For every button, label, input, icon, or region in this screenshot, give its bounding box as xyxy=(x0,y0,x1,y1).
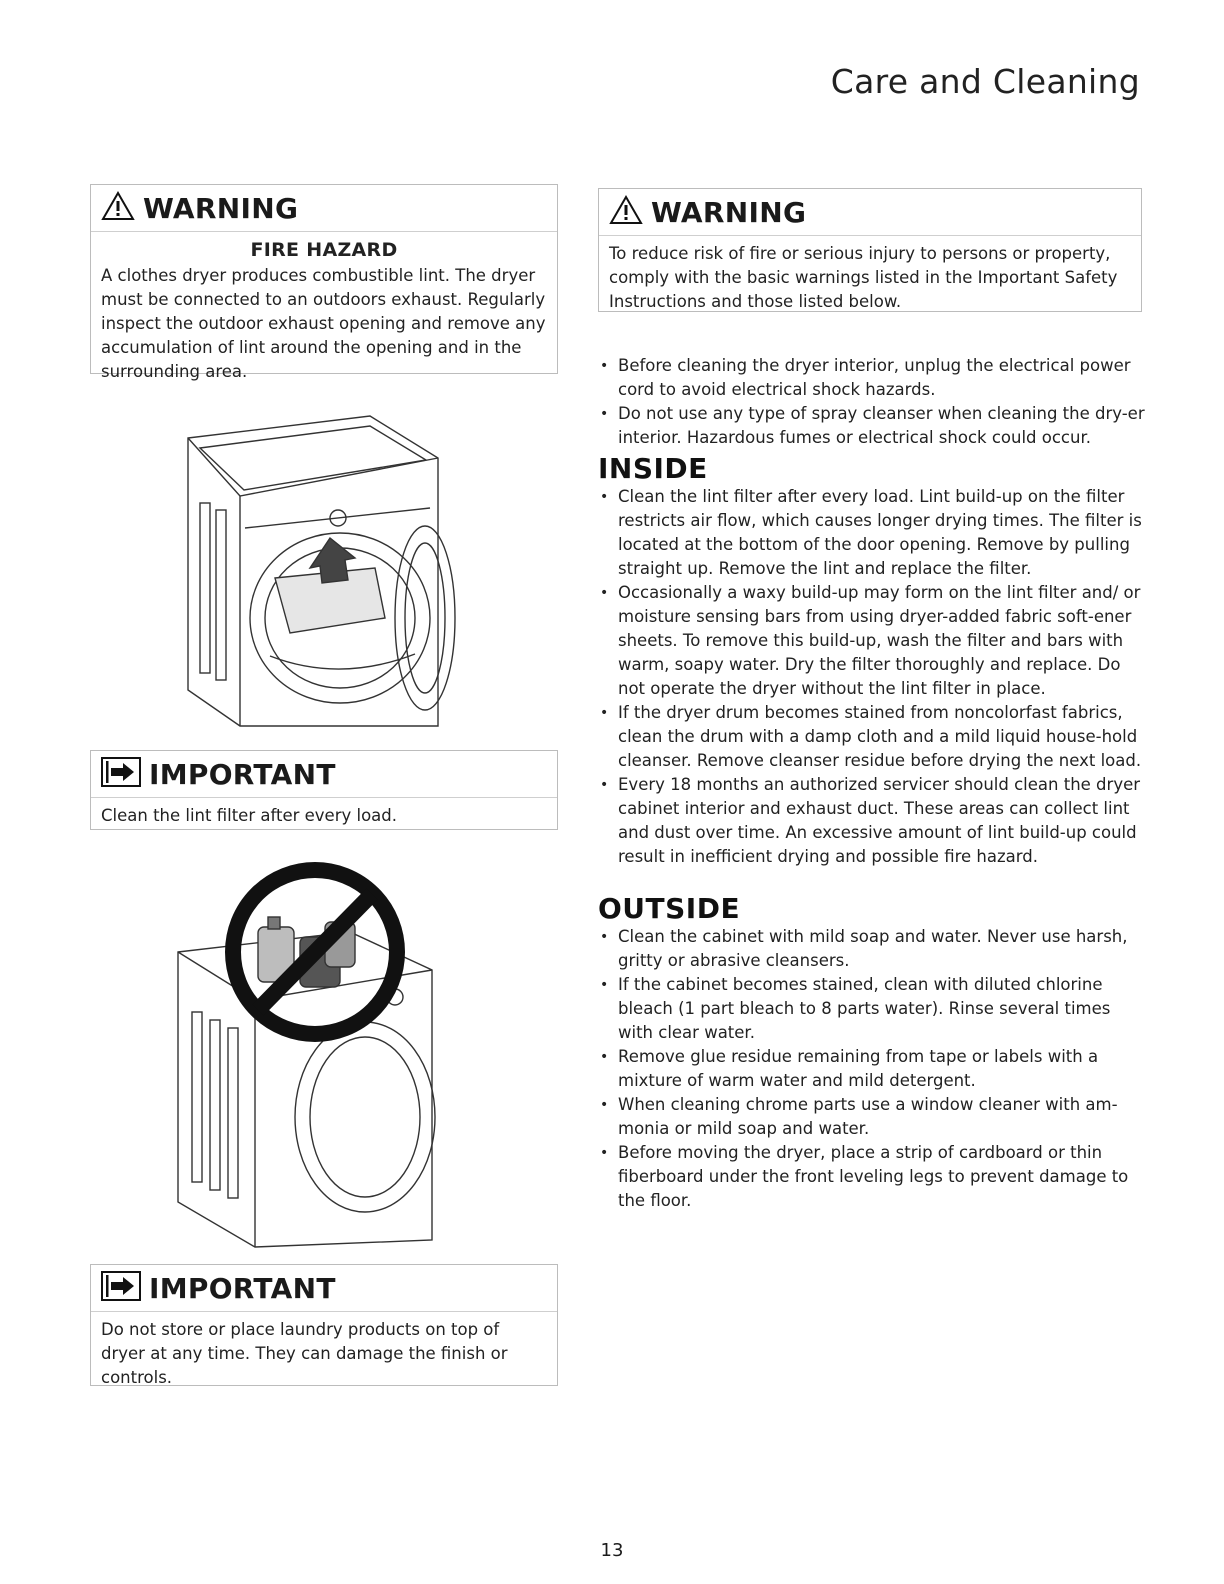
list-item: • Clean the cabinet with mild soap and water. Never use harsh, gritty or abrasive cleansers. xyxy=(598,925,1146,973)
list-item: • Every 18 months an authorized servicer should clean the dryer cabinet interior and exhaust duct. These areas can collect lint and dust over time. An excessive amount of lint build-up could result in inefficient drying and possible fire hazard. xyxy=(598,773,1146,869)
list-item: • Occasionally a waxy build-up may form on the lint filter and/ or moisture sensing bars from using dryer-added fabric soft-ener sheets. To remove this build-up, wash the filter and bars with warm, soapy water. Dry the filter thoroughly and replace. Do not operate the dryer without the lint filter in place. xyxy=(598,581,1146,701)
warning-heading: WARNING xyxy=(143,191,299,225)
warning-header xyxy=(599,189,1141,236)
warning-body xyxy=(91,232,557,390)
list-item: • If the cabinet becomes stained, clean with diluted chlorine bleach (1 part bleach to 8 parts water). Rinse several times with clear water. xyxy=(598,973,1146,1045)
general-warning-box xyxy=(598,188,1142,312)
list-item: • When cleaning chrome parts use a window cleaner with am-monia or mild soap and water. xyxy=(598,1093,1146,1141)
important-header xyxy=(91,751,557,798)
arrow-important-icon xyxy=(101,1271,141,1305)
fire-hazard-warning-box xyxy=(90,184,558,381)
general-bullet-list xyxy=(598,354,1146,450)
list-item: • If the dryer drum becomes stained from noncolorfast fabrics, clean the drum with a damp cloth and a mild liquid house-hold cleanser. Remove cleanser residue before drying the next load. xyxy=(598,701,1146,773)
page-title: Care and Cleaning xyxy=(830,62,1140,101)
outside-bullet-list xyxy=(598,925,1146,1213)
outside-heading: OUTSIDE xyxy=(598,892,741,925)
arrow-important-icon xyxy=(101,757,141,791)
important-heading: IMPORTANT xyxy=(149,1271,336,1305)
list-item: • Clean the lint filter after every load. Lint build-up on the filter restricts air flow, which causes longer drying times. The filter is located at the bottom of the door opening. Remove by pulling straight up. Remove the lint and replace the filter. xyxy=(598,485,1146,581)
important-heading: IMPORTANT xyxy=(149,757,336,791)
dryer-open-door-illustration xyxy=(180,408,470,742)
warning-header xyxy=(91,185,557,232)
important-products-box xyxy=(90,1264,558,1386)
warning-triangle-icon xyxy=(609,195,643,229)
fire-hazard-text: A clothes dryer produces combustible lint. The dryer must be connected to an outdoors exhaust. Regularly inspect the outdoor exhaust opening and remove any accumulation of lint around the opening and in the surrounding area. xyxy=(101,266,546,381)
inside-bullet-list xyxy=(598,485,1146,869)
inside-heading: INSIDE xyxy=(598,452,708,485)
important-lint-text: Clean the lint filter after every load. xyxy=(101,806,398,825)
list-item: • Before cleaning the dryer interior, unplug the electrical power cord to avoid electrical shock hazards. xyxy=(598,354,1146,402)
important-lint-box xyxy=(90,750,558,830)
general-warning-text: To reduce risk of fire or serious injury to persons or property, comply with the basic warnings listed in the Important Safety Instructions and those listed below. xyxy=(609,244,1118,311)
warning-triangle-icon xyxy=(101,191,135,225)
page-number: 13 xyxy=(600,1540,624,1561)
fire-hazard-subheading: FIRE HAZARD xyxy=(250,239,398,261)
list-item: • Remove glue residue remaining from tape or labels with a mixture of warm water and mild detergent. xyxy=(598,1045,1146,1093)
list-item: • Do not use any type of spray cleanser when cleaning the dry-er interior. Hazardous fumes or electrical shock could occur. xyxy=(598,402,1146,450)
list-item: • Before moving the dryer, place a strip of cardboard or thin fiberboard under the front leveling legs to prevent damage to the floor. xyxy=(598,1141,1146,1213)
warning-heading: WARNING xyxy=(651,195,807,229)
no-products-on-dryer-illustration xyxy=(170,852,470,1256)
important-products-text: Do not store or place laundry products on top of dryer at any time. They can damage the finish or controls. xyxy=(101,1320,508,1387)
important-header xyxy=(91,1265,557,1312)
